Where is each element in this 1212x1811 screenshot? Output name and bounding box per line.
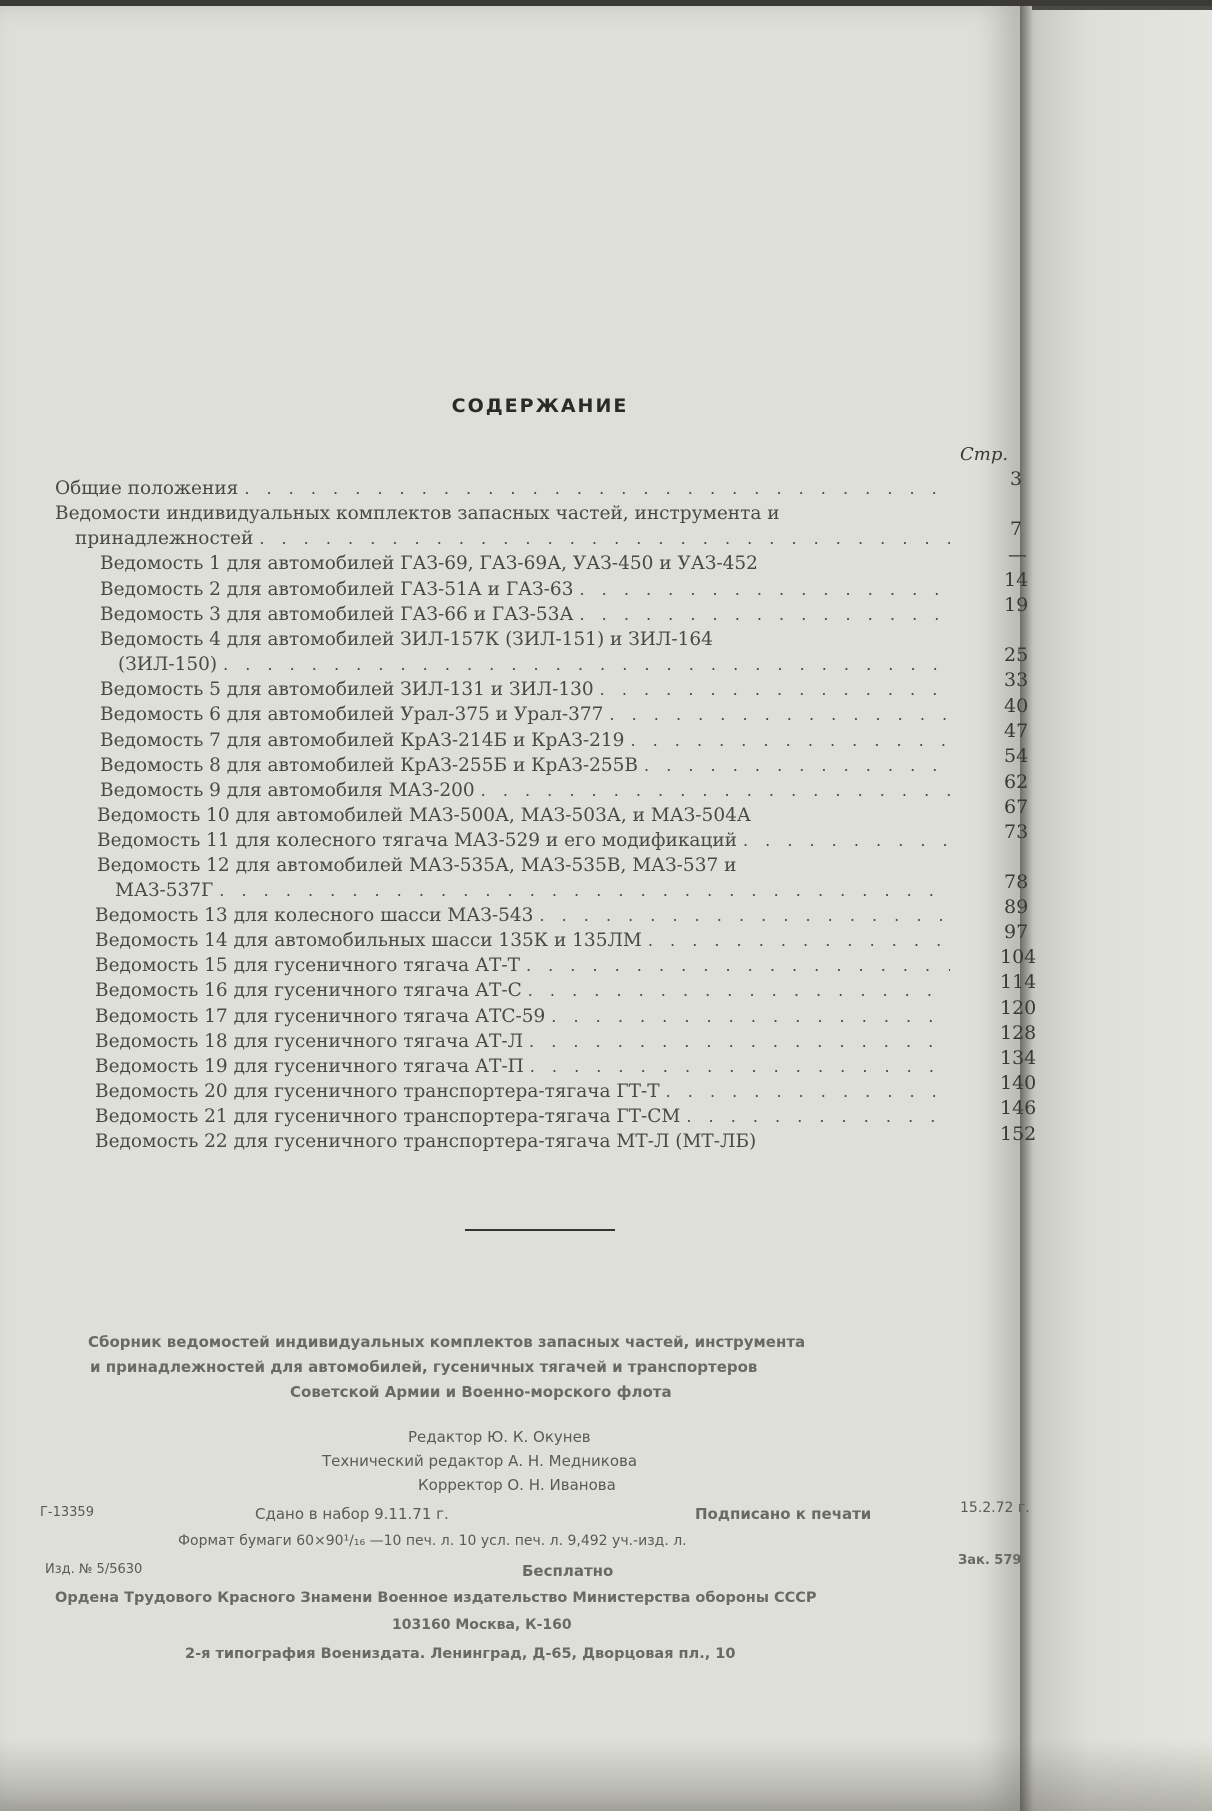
toc-entry-text: Ведомость 21 для гусеничного транспортера-тягача ГТ-СМ [95, 1106, 681, 1127]
toc-entry [95, 905, 950, 931]
toc-page-number: 104 [1000, 946, 1037, 968]
toc-page-number: 120 [1000, 997, 1037, 1019]
toc-entry-text: Ведомость 11 для колесного тягача МАЗ-529 и его модификаций [97, 830, 737, 851]
toc-entry [95, 1081, 950, 1107]
colophon-free: Бесплатно [522, 1562, 614, 1580]
toc-entry-text: Ведомость 20 для гусеничного транспортера-тягача ГТ-Т [95, 1081, 660, 1102]
toc-entry-text: принадлежностей [75, 528, 254, 549]
toc-leader-dots [644, 756, 950, 775]
toc-entry-text: Ведомость 5 для автомобилей ЗИЛ-131 и ЗИЛ-130 [100, 679, 594, 700]
toc-entry [95, 955, 950, 981]
toc-page-number: 62 [1004, 771, 1029, 793]
page-column-label: Стр. [960, 444, 1009, 465]
toc-entry [95, 1031, 950, 1057]
toc-page-number: 40 [1004, 695, 1029, 717]
toc-entry-text: Ведомость 17 для гусеничного тягача АТС-59 [95, 1006, 546, 1027]
toc-page-number: 89 [1004, 896, 1029, 918]
colophon-address: 103160 Москва, К-160 [392, 1617, 572, 1633]
colophon-signed-date: 15.2.72 г. [960, 1500, 1030, 1516]
toc-leader-dots [530, 1057, 950, 1076]
colophon-title-line-1: Сборник ведомостей индивидуальных комплектов запасных частей, инструмента [88, 1333, 806, 1351]
toc-title: СОДЕРЖАНИЕ [451, 395, 629, 417]
toc-entry [97, 805, 950, 831]
toc-leader-dots [528, 981, 950, 1000]
toc-entry [100, 553, 950, 579]
toc-entry-text: Ведомость 18 для гусеничного тягача АТ-Л [95, 1031, 524, 1052]
colophon-izd: Изд. № 5/5630 [45, 1562, 143, 1577]
toc-entry [55, 503, 950, 529]
toc-page-number: 152 [1000, 1123, 1037, 1145]
toc-leader-dots [666, 1082, 950, 1101]
toc-page-number: 128 [1000, 1022, 1037, 1044]
colophon-order: Зак. 579 [958, 1553, 1022, 1568]
toc-entry [100, 604, 950, 630]
toc-page-number: 33 [1004, 669, 1029, 691]
toc-entry [100, 755, 950, 781]
toc-leader-dots [219, 881, 950, 900]
page-bottom-shadow [0, 1740, 1212, 1811]
toc-leader-dots [743, 831, 950, 850]
toc-entry-text: Ведомость 2 для автомобилей ГАЗ-51А и ГАЗ-63 [100, 579, 574, 600]
toc-entry [55, 478, 950, 504]
toc-entry-text: Ведомость 4 для автомобилей ЗИЛ-157К (ЗИЛ-151) и ЗИЛ-164 [100, 629, 713, 650]
toc-leader-dots [529, 1032, 950, 1051]
toc-page-number: — [1008, 544, 1027, 566]
toc-leader-dots [600, 680, 950, 699]
toc-leader-dots [223, 655, 950, 674]
toc-entry-text: Ведомости индивидуальных комплектов запасных частей, инструмента и [55, 503, 780, 524]
colophon-title-line-2: и принадлежностей для автомобилей, гусеничных тягачей и транспортеров [90, 1358, 758, 1376]
toc-leader-dots [648, 931, 950, 950]
toc-page-number: 114 [1000, 971, 1037, 993]
toc-entry [100, 629, 950, 655]
toc-entry [95, 980, 950, 1006]
toc-entry [100, 579, 950, 605]
toc-leader-dots [686, 1107, 950, 1126]
toc-leader-dots [630, 731, 950, 750]
colophon-typeset-date: Сдано в набор 9.11.71 г. [255, 1505, 449, 1523]
toc-entry [97, 855, 950, 881]
toc-entry [100, 780, 950, 806]
toc-entry [95, 1006, 950, 1032]
toc-entry-text: Ведомость 16 для гусеничного тягача АТ-С [95, 980, 522, 1001]
toc-entry [95, 1106, 950, 1132]
colophon-signed: Подписано к печати [695, 1505, 872, 1523]
toc-entry-text: Ведомость 10 для автомобилей МАЗ-500А, МАЗ-503А, и МАЗ-504А [97, 805, 751, 826]
toc-page-number: 134 [1000, 1047, 1037, 1069]
toc-entry-text: Ведомость 1 для автомобилей ГАЗ-69, ГАЗ-69А, УАЗ-450 и УАЗ-452 [100, 553, 758, 574]
divider-rule [465, 1229, 615, 1231]
toc-page-number: 140 [1000, 1072, 1037, 1094]
toc-entry [95, 1056, 950, 1082]
toc-entry-text: Ведомость 12 для автомобилей МАЗ-535А, МАЗ-535В, МАЗ-537 и [97, 855, 737, 876]
colophon-editor: Редактор Ю. К. Окунев [408, 1428, 591, 1446]
toc-entry-text: (ЗИЛ-150) [118, 654, 218, 675]
toc-entry-text: Ведомость 22 для гусеничного транспортера-тягача МТ-Л (МТ-ЛБ) [95, 1131, 757, 1152]
toc-entry-text: Ведомость 14 для автомобильных шасси 135К и 135ЛМ [95, 930, 642, 951]
colophon-corrector: Корректор О. Н. Иванова [418, 1476, 616, 1494]
colophon-tech-editor: Технический редактор А. Н. Медникова [322, 1452, 638, 1470]
toc-leader-dots [539, 906, 950, 925]
toc-entry-text: Ведомость 15 для гусеничного тягача АТ-Т [95, 955, 520, 976]
colophon-g-code: Г-13359 [40, 1505, 94, 1520]
toc-leader-dots [579, 605, 950, 624]
toc-page-number: 54 [1004, 745, 1029, 767]
toc-page-number: 7 [1010, 518, 1023, 540]
toc-page-number: 25 [1004, 644, 1029, 666]
toc-leader-dots [551, 1007, 950, 1026]
toc-entry [100, 730, 950, 756]
toc-entry-text: Ведомость 7 для автомобилей КрАЗ-214Б и КрАЗ-219 [100, 730, 625, 751]
toc-entry [115, 880, 950, 906]
toc-page-number: 67 [1004, 796, 1029, 818]
toc-leader-dots [244, 479, 950, 498]
colophon-format: Формат бумаги 60×90¹/₁₆ —10 печ. л. 10 усл. печ. л. 9,492 уч.-изд. л. [178, 1533, 687, 1549]
toc-entry-text: Ведомость 9 для автомобиля МАЗ-200 [100, 780, 475, 801]
toc-page-number: 47 [1004, 720, 1029, 742]
colophon-printer: 2-я типография Воениздата. Ленинград, Д-65, Дворцовая пл., 10 [185, 1646, 736, 1662]
toc-entry-text: Общие положения [55, 478, 239, 499]
toc-entry-text: Ведомость 8 для автомобилей КрАЗ-255Б и КрАЗ-255В [100, 755, 639, 776]
colophon-title-line-3: Советской Армии и Военно-морского флота [290, 1383, 672, 1401]
toc-entry-text: Ведомость 13 для колесного шасси МАЗ-543 [95, 905, 534, 926]
toc-entry-text: Ведомость 6 для автомобилей Урал-375 и Урал-377 [100, 704, 604, 725]
toc-leader-dots [609, 705, 950, 724]
toc-entry-text: Ведомость 19 для гусеничного тягача АТ-П [95, 1056, 524, 1077]
toc-entry [97, 830, 950, 856]
toc-leader-dots [579, 580, 950, 599]
toc-entry [100, 704, 950, 730]
toc-entry-text: Ведомость 3 для автомобилей ГАЗ-66 и ГАЗ-53А [100, 604, 574, 625]
colophon-publisher: Ордена Трудового Красного Знамени Военное издательство Министерства обороны СССР [55, 1590, 817, 1606]
toc-entry [95, 930, 950, 956]
toc-page-number: 19 [1004, 594, 1029, 616]
toc-entry-text: МАЗ-537Г [115, 880, 214, 901]
toc-page-number: 97 [1004, 921, 1029, 943]
toc-entry [75, 528, 950, 554]
toc-entry [100, 679, 950, 705]
toc-page-number: 3 [1010, 468, 1023, 490]
toc-page-number: 78 [1004, 871, 1029, 893]
toc-page-number: 73 [1004, 821, 1029, 843]
toc-page-number: 146 [1000, 1097, 1037, 1119]
toc-entry [118, 654, 950, 680]
toc-leader-dots [526, 956, 950, 975]
toc-leader-dots [259, 529, 950, 548]
toc-entry [95, 1131, 950, 1157]
toc-page-number: 14 [1004, 569, 1029, 591]
toc-leader-dots [481, 781, 950, 800]
